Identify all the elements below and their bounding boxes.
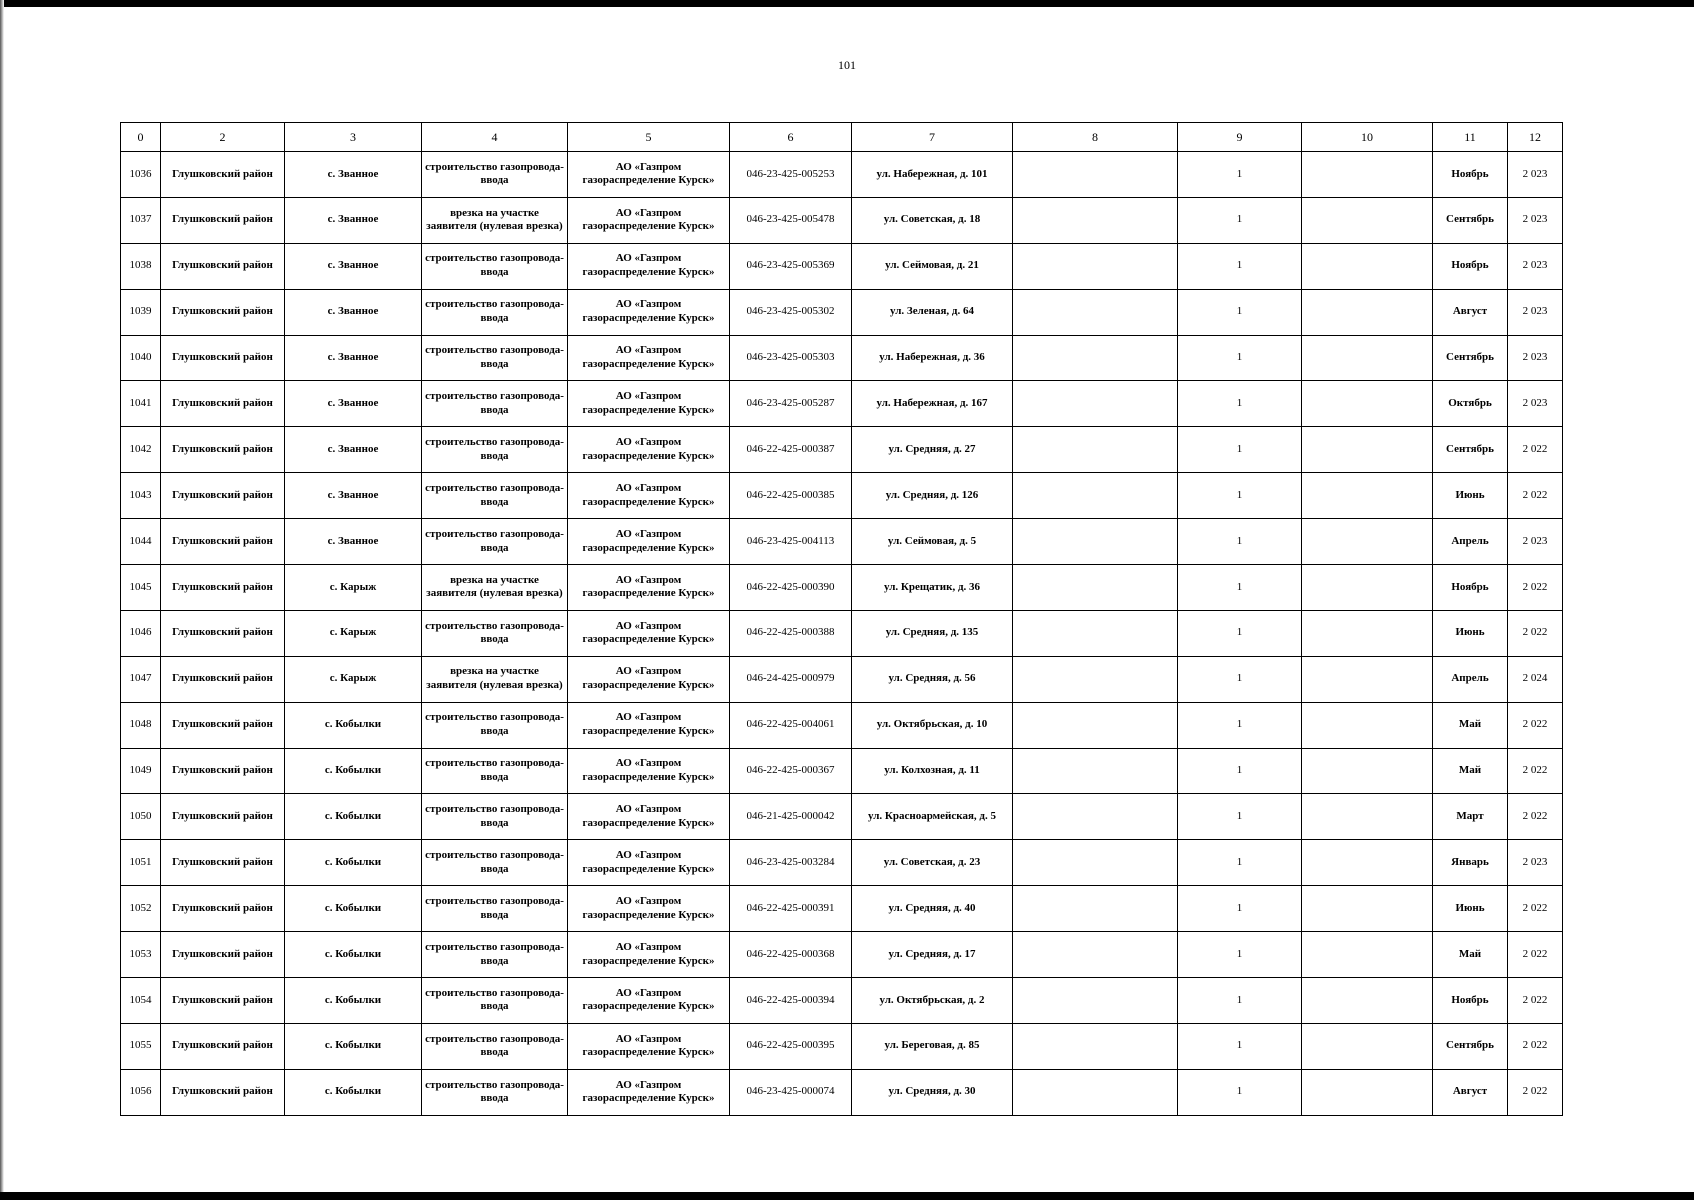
cell-year: 2 022 <box>1508 610 1563 656</box>
cell-col-10 <box>1302 702 1433 748</box>
column-header: 9 <box>1178 123 1302 152</box>
cell-district: Глушковский район <box>161 702 285 748</box>
cell-col-10 <box>1302 840 1433 886</box>
cell-application-code: 046-23-425-005303 <box>730 335 852 381</box>
cell-address: ул. Средняя, д. 27 <box>852 427 1013 473</box>
column-header: 4 <box>422 123 568 152</box>
cell-address: ул. Октябрьская, д. 2 <box>852 978 1013 1024</box>
cell-count: 1 <box>1178 197 1302 243</box>
cell-row-number: 1052 <box>121 886 161 932</box>
cell-application-code: 046-24-425-000979 <box>730 656 852 702</box>
cell-address: ул. Набережная, д. 101 <box>852 152 1013 198</box>
cell-work-type: врезка на участке заявителя (нулевая врезка) <box>422 656 568 702</box>
cell-work-type: врезка на участке заявителя (нулевая врезка) <box>422 197 568 243</box>
cell-work-type: строительство газопровода-ввода <box>422 840 568 886</box>
table-row <box>121 289 1563 335</box>
cell-count: 1 <box>1178 702 1302 748</box>
column-header: 10 <box>1302 123 1433 152</box>
table-row <box>121 1069 1563 1115</box>
cell-application-code: 046-23-425-004113 <box>730 519 852 565</box>
cell-owner: АО «Газпром газораспределение Курск» <box>568 289 730 335</box>
cell-work-type: строительство газопровода-ввода <box>422 610 568 656</box>
cell-count: 1 <box>1178 1069 1302 1115</box>
cell-owner: АО «Газпром газораспределение Курск» <box>568 656 730 702</box>
cell-col-8 <box>1013 381 1178 427</box>
cell-col-10 <box>1302 886 1433 932</box>
cell-address: ул. Средняя, д. 17 <box>852 932 1013 978</box>
cell-work-type: строительство газопровода-ввода <box>422 1023 568 1069</box>
cell-row-number: 1037 <box>121 197 161 243</box>
cell-owner: АО «Газпром газораспределение Курск» <box>568 840 730 886</box>
cell-address: ул. Красноармейская, д. 5 <box>852 794 1013 840</box>
cell-owner: АО «Газпром газораспределение Курск» <box>568 519 730 565</box>
cell-application-code: 046-22-425-000387 <box>730 427 852 473</box>
cell-work-type: строительство газопровода-ввода <box>422 702 568 748</box>
cell-col-8 <box>1013 243 1178 289</box>
column-header: 7 <box>852 123 1013 152</box>
cell-month: Апрель <box>1433 519 1508 565</box>
cell-district: Глушковский район <box>161 748 285 794</box>
cell-year: 2 022 <box>1508 1069 1563 1115</box>
cell-settlement: с. Кобылки <box>285 702 422 748</box>
cell-district: Глушковский район <box>161 289 285 335</box>
cell-application-code: 046-22-425-000395 <box>730 1023 852 1069</box>
cell-count: 1 <box>1178 565 1302 611</box>
table-row <box>121 335 1563 381</box>
cell-settlement: с. Званное <box>285 243 422 289</box>
cell-count: 1 <box>1178 794 1302 840</box>
cell-owner: АО «Газпром газораспределение Курск» <box>568 473 730 519</box>
column-header: 3 <box>285 123 422 152</box>
cell-col-8 <box>1013 1023 1178 1069</box>
cell-month: Январь <box>1433 840 1508 886</box>
cell-year: 2 023 <box>1508 519 1563 565</box>
cell-row-number: 1053 <box>121 932 161 978</box>
cell-year: 2 023 <box>1508 840 1563 886</box>
cell-col-8 <box>1013 794 1178 840</box>
table-row <box>121 748 1563 794</box>
cell-col-8 <box>1013 519 1178 565</box>
cell-row-number: 1047 <box>121 656 161 702</box>
cell-month: Август <box>1433 1069 1508 1115</box>
cell-year: 2 023 <box>1508 335 1563 381</box>
cell-address: ул. Колхозная, д. 11 <box>852 748 1013 794</box>
cell-row-number: 1040 <box>121 335 161 381</box>
cell-row-number: 1041 <box>121 381 161 427</box>
cell-count: 1 <box>1178 656 1302 702</box>
cell-owner: АО «Газпром газораспределение Курск» <box>568 1023 730 1069</box>
cell-col-10 <box>1302 381 1433 427</box>
cell-settlement: с. Кобылки <box>285 1023 422 1069</box>
table-row <box>121 1023 1563 1069</box>
cell-address: ул. Береговая, д. 85 <box>852 1023 1013 1069</box>
cell-work-type: строительство газопровода-ввода <box>422 152 568 198</box>
column-header: 8 <box>1013 123 1178 152</box>
cell-year: 2 022 <box>1508 1023 1563 1069</box>
cell-work-type: строительство газопровода-ввода <box>422 748 568 794</box>
cell-district: Глушковский район <box>161 197 285 243</box>
cell-work-type: строительство газопровода-ввода <box>422 886 568 932</box>
cell-settlement: с. Званное <box>285 381 422 427</box>
cell-year: 2 023 <box>1508 243 1563 289</box>
cell-work-type: строительство газопровода-ввода <box>422 978 568 1024</box>
cell-year: 2 024 <box>1508 656 1563 702</box>
table-row <box>121 565 1563 611</box>
cell-work-type: строительство газопровода-ввода <box>422 519 568 565</box>
cell-col-10 <box>1302 152 1433 198</box>
table-row <box>121 886 1563 932</box>
cell-settlement: с. Кобылки <box>285 932 422 978</box>
cell-work-type: строительство газопровода-ввода <box>422 289 568 335</box>
cell-col-8 <box>1013 427 1178 473</box>
page-number: 101 <box>838 58 856 72</box>
cell-year: 2 022 <box>1508 427 1563 473</box>
table-row <box>121 197 1563 243</box>
cell-district: Глушковский район <box>161 932 285 978</box>
table-row <box>121 152 1563 198</box>
cell-application-code: 046-22-425-000390 <box>730 565 852 611</box>
cell-settlement: с. Карыж <box>285 610 422 656</box>
cell-owner: АО «Газпром газораспределение Курск» <box>568 1069 730 1115</box>
cell-settlement: с. Кобылки <box>285 978 422 1024</box>
cell-settlement: с. Кобылки <box>285 1069 422 1115</box>
column-header: 0 <box>121 123 161 152</box>
cell-application-code: 046-23-425-003284 <box>730 840 852 886</box>
cell-month: Сентябрь <box>1433 427 1508 473</box>
cell-work-type: строительство газопровода-ввода <box>422 381 568 427</box>
cell-work-type: строительство газопровода-ввода <box>422 427 568 473</box>
cell-month: Май <box>1433 702 1508 748</box>
cell-application-code: 046-23-425-005287 <box>730 381 852 427</box>
cell-address: ул. Зеленая, д. 64 <box>852 289 1013 335</box>
cell-work-type: строительство газопровода-ввода <box>422 932 568 978</box>
cell-district: Глушковский район <box>161 427 285 473</box>
table-row <box>121 473 1563 519</box>
cell-count: 1 <box>1178 381 1302 427</box>
cell-address: ул. Советская, д. 18 <box>852 197 1013 243</box>
cell-month: Октябрь <box>1433 381 1508 427</box>
cell-col-8 <box>1013 748 1178 794</box>
cell-application-code: 046-22-425-000368 <box>730 932 852 978</box>
cell-month: Май <box>1433 932 1508 978</box>
cell-address: ул. Набережная, д. 167 <box>852 381 1013 427</box>
cell-col-8 <box>1013 289 1178 335</box>
cell-settlement: с. Званное <box>285 197 422 243</box>
cell-col-8 <box>1013 197 1178 243</box>
cell-col-10 <box>1302 748 1433 794</box>
cell-owner: АО «Газпром газораспределение Курск» <box>568 886 730 932</box>
cell-col-8 <box>1013 656 1178 702</box>
cell-work-type: строительство газопровода-ввода <box>422 1069 568 1115</box>
cell-district: Глушковский район <box>161 794 285 840</box>
column-header: 6 <box>730 123 852 152</box>
cell-settlement: с. Карыж <box>285 656 422 702</box>
cell-count: 1 <box>1178 473 1302 519</box>
table-row <box>121 978 1563 1024</box>
cell-owner: АО «Газпром газораспределение Курск» <box>568 243 730 289</box>
cell-application-code: 046-22-425-000388 <box>730 610 852 656</box>
cell-year: 2 022 <box>1508 565 1563 611</box>
cell-settlement: с. Кобылки <box>285 748 422 794</box>
cell-address: ул. Набережная, д. 36 <box>852 335 1013 381</box>
cell-address: ул. Средняя, д. 126 <box>852 473 1013 519</box>
table-row <box>121 794 1563 840</box>
cell-col-10 <box>1302 565 1433 611</box>
cell-month: Июнь <box>1433 610 1508 656</box>
cell-col-10 <box>1302 1069 1433 1115</box>
cell-col-8 <box>1013 565 1178 611</box>
cell-year: 2 023 <box>1508 289 1563 335</box>
cell-district: Глушковский район <box>161 978 285 1024</box>
cell-application-code: 046-22-425-000394 <box>730 978 852 1024</box>
cell-col-8 <box>1013 610 1178 656</box>
cell-col-8 <box>1013 702 1178 748</box>
cell-year: 2 022 <box>1508 748 1563 794</box>
cell-district: Глушковский район <box>161 565 285 611</box>
cell-district: Глушковский район <box>161 1069 285 1115</box>
cell-district: Глушковский район <box>161 152 285 198</box>
cell-district: Глушковский район <box>161 519 285 565</box>
cell-month: Июнь <box>1433 473 1508 519</box>
table-row <box>121 427 1563 473</box>
cell-owner: АО «Газпром газораспределение Курск» <box>568 978 730 1024</box>
column-header: 11 <box>1433 123 1508 152</box>
cell-count: 1 <box>1178 748 1302 794</box>
cell-month: Сентябрь <box>1433 197 1508 243</box>
table-row <box>121 656 1563 702</box>
cell-count: 1 <box>1178 978 1302 1024</box>
cell-col-10 <box>1302 243 1433 289</box>
cell-row-number: 1046 <box>121 610 161 656</box>
cell-owner: АО «Газпром газораспределение Курск» <box>568 702 730 748</box>
cell-year: 2 022 <box>1508 886 1563 932</box>
cell-month: Август <box>1433 289 1508 335</box>
cell-row-number: 1051 <box>121 840 161 886</box>
cell-application-code: 046-22-425-000391 <box>730 886 852 932</box>
cell-row-number: 1054 <box>121 978 161 1024</box>
cell-address: ул. Средняя, д. 56 <box>852 656 1013 702</box>
cell-owner: АО «Газпром газораспределение Курск» <box>568 565 730 611</box>
cell-year: 2 023 <box>1508 152 1563 198</box>
cell-month: Июнь <box>1433 886 1508 932</box>
scan-border-left <box>0 0 4 1200</box>
cell-row-number: 1044 <box>121 519 161 565</box>
cell-work-type: врезка на участке заявителя (нулевая врезка) <box>422 565 568 611</box>
cell-row-number: 1042 <box>121 427 161 473</box>
cell-row-number: 1038 <box>121 243 161 289</box>
cell-district: Глушковский район <box>161 1023 285 1069</box>
cell-col-10 <box>1302 794 1433 840</box>
cell-month: Апрель <box>1433 656 1508 702</box>
table-row <box>121 610 1563 656</box>
cell-address: ул. Крещатик, д. 36 <box>852 565 1013 611</box>
cell-col-8 <box>1013 886 1178 932</box>
cell-address: ул. Сеймовая, д. 5 <box>852 519 1013 565</box>
cell-row-number: 1036 <box>121 152 161 198</box>
cell-month: Ноябрь <box>1433 978 1508 1024</box>
cell-month: Ноябрь <box>1433 152 1508 198</box>
cell-year: 2 022 <box>1508 978 1563 1024</box>
cell-col-8 <box>1013 335 1178 381</box>
cell-settlement: с. Званное <box>285 473 422 519</box>
cell-application-code: 046-23-425-005478 <box>730 197 852 243</box>
cell-col-10 <box>1302 427 1433 473</box>
cell-settlement: с. Званное <box>285 519 422 565</box>
cell-col-10 <box>1302 978 1433 1024</box>
table-row <box>121 840 1563 886</box>
cell-owner: АО «Газпром газораспределение Курск» <box>568 748 730 794</box>
register-table <box>120 122 1563 1116</box>
cell-year: 2 022 <box>1508 794 1563 840</box>
cell-count: 1 <box>1178 886 1302 932</box>
cell-work-type: строительство газопровода-ввода <box>422 243 568 289</box>
cell-address: ул. Средняя, д. 135 <box>852 610 1013 656</box>
table-row <box>121 381 1563 427</box>
cell-year: 2 023 <box>1508 381 1563 427</box>
cell-settlement: с. Званное <box>285 335 422 381</box>
cell-col-8 <box>1013 473 1178 519</box>
column-header: 12 <box>1508 123 1563 152</box>
cell-owner: АО «Газпром газораспределение Курск» <box>568 381 730 427</box>
cell-col-10 <box>1302 197 1433 243</box>
cell-count: 1 <box>1178 243 1302 289</box>
table-row <box>121 519 1563 565</box>
cell-col-10 <box>1302 473 1433 519</box>
cell-owner: АО «Газпром газораспределение Курск» <box>568 932 730 978</box>
cell-district: Глушковский район <box>161 656 285 702</box>
cell-application-code: 046-23-425-005253 <box>730 152 852 198</box>
scan-border-bottom <box>0 1192 1694 1200</box>
cell-count: 1 <box>1178 1023 1302 1069</box>
cell-application-code: 046-22-425-000367 <box>730 748 852 794</box>
cell-application-code: 046-23-425-005302 <box>730 289 852 335</box>
table-row <box>121 932 1563 978</box>
cell-owner: АО «Газпром газораспределение Курск» <box>568 335 730 381</box>
cell-application-code: 046-23-425-000074 <box>730 1069 852 1115</box>
cell-owner: АО «Газпром газораспределение Курск» <box>568 427 730 473</box>
cell-month: Май <box>1433 748 1508 794</box>
cell-month: Март <box>1433 794 1508 840</box>
cell-month: Сентябрь <box>1433 335 1508 381</box>
cell-settlement: с. Званное <box>285 152 422 198</box>
cell-settlement: с. Кобылки <box>285 794 422 840</box>
cell-row-number: 1055 <box>121 1023 161 1069</box>
cell-year: 2 023 <box>1508 197 1563 243</box>
table-row <box>121 702 1563 748</box>
cell-district: Глушковский район <box>161 886 285 932</box>
cell-work-type: строительство газопровода-ввода <box>422 794 568 840</box>
cell-col-10 <box>1302 932 1433 978</box>
cell-col-8 <box>1013 978 1178 1024</box>
cell-count: 1 <box>1178 840 1302 886</box>
cell-col-8 <box>1013 932 1178 978</box>
cell-address: ул. Средняя, д. 40 <box>852 886 1013 932</box>
cell-row-number: 1056 <box>121 1069 161 1115</box>
cell-count: 1 <box>1178 610 1302 656</box>
cell-col-10 <box>1302 335 1433 381</box>
cell-district: Глушковский район <box>161 840 285 886</box>
cell-district: Глушковский район <box>161 610 285 656</box>
cell-col-8 <box>1013 1069 1178 1115</box>
table-body <box>121 152 1563 1116</box>
cell-address: ул. Советская, д. 23 <box>852 840 1013 886</box>
cell-owner: АО «Газпром газораспределение Курск» <box>568 610 730 656</box>
cell-count: 1 <box>1178 427 1302 473</box>
cell-owner: АО «Газпром газораспределение Курск» <box>568 152 730 198</box>
cell-district: Глушковский район <box>161 381 285 427</box>
cell-application-code: 046-21-425-000042 <box>730 794 852 840</box>
cell-settlement: с. Кобылки <box>285 840 422 886</box>
cell-count: 1 <box>1178 519 1302 565</box>
cell-row-number: 1048 <box>121 702 161 748</box>
column-header: 2 <box>161 123 285 152</box>
cell-month: Сентябрь <box>1433 1023 1508 1069</box>
cell-col-8 <box>1013 840 1178 886</box>
cell-row-number: 1050 <box>121 794 161 840</box>
cell-row-number: 1045 <box>121 565 161 611</box>
cell-col-8 <box>1013 152 1178 198</box>
cell-year: 2 022 <box>1508 702 1563 748</box>
cell-district: Глушковский район <box>161 243 285 289</box>
cell-col-10 <box>1302 1023 1433 1069</box>
cell-owner: АО «Газпром газораспределение Курск» <box>568 197 730 243</box>
cell-col-10 <box>1302 656 1433 702</box>
cell-row-number: 1049 <box>121 748 161 794</box>
cell-year: 2 022 <box>1508 473 1563 519</box>
cell-owner: АО «Газпром газораспределение Курск» <box>568 794 730 840</box>
cell-district: Глушковский район <box>161 473 285 519</box>
cell-work-type: строительство газопровода-ввода <box>422 473 568 519</box>
cell-application-code: 046-23-425-005369 <box>730 243 852 289</box>
cell-count: 1 <box>1178 932 1302 978</box>
cell-count: 1 <box>1178 289 1302 335</box>
cell-col-10 <box>1302 289 1433 335</box>
cell-settlement: с. Званное <box>285 289 422 335</box>
cell-work-type: строительство газопровода-ввода <box>422 335 568 381</box>
cell-month: Ноябрь <box>1433 243 1508 289</box>
cell-month: Ноябрь <box>1433 565 1508 611</box>
scan-border-top <box>0 0 1694 7</box>
table-row <box>121 243 1563 289</box>
cell-count: 1 <box>1178 152 1302 198</box>
cell-settlement: с. Званное <box>285 427 422 473</box>
cell-settlement: с. Карыж <box>285 565 422 611</box>
cell-application-code: 046-22-425-000385 <box>730 473 852 519</box>
cell-address: ул. Сеймовая, д. 21 <box>852 243 1013 289</box>
column-header: 5 <box>568 123 730 152</box>
cell-row-number: 1043 <box>121 473 161 519</box>
cell-address: ул. Октябрьская, д. 10 <box>852 702 1013 748</box>
cell-row-number: 1039 <box>121 289 161 335</box>
cell-count: 1 <box>1178 335 1302 381</box>
cell-application-code: 046-22-425-004061 <box>730 702 852 748</box>
cell-col-10 <box>1302 610 1433 656</box>
header-row <box>121 123 1563 152</box>
cell-col-10 <box>1302 519 1433 565</box>
cell-address: ул. Средняя, д. 30 <box>852 1069 1013 1115</box>
cell-year: 2 022 <box>1508 932 1563 978</box>
cell-district: Глушковский район <box>161 335 285 381</box>
cell-settlement: с. Кобылки <box>285 886 422 932</box>
